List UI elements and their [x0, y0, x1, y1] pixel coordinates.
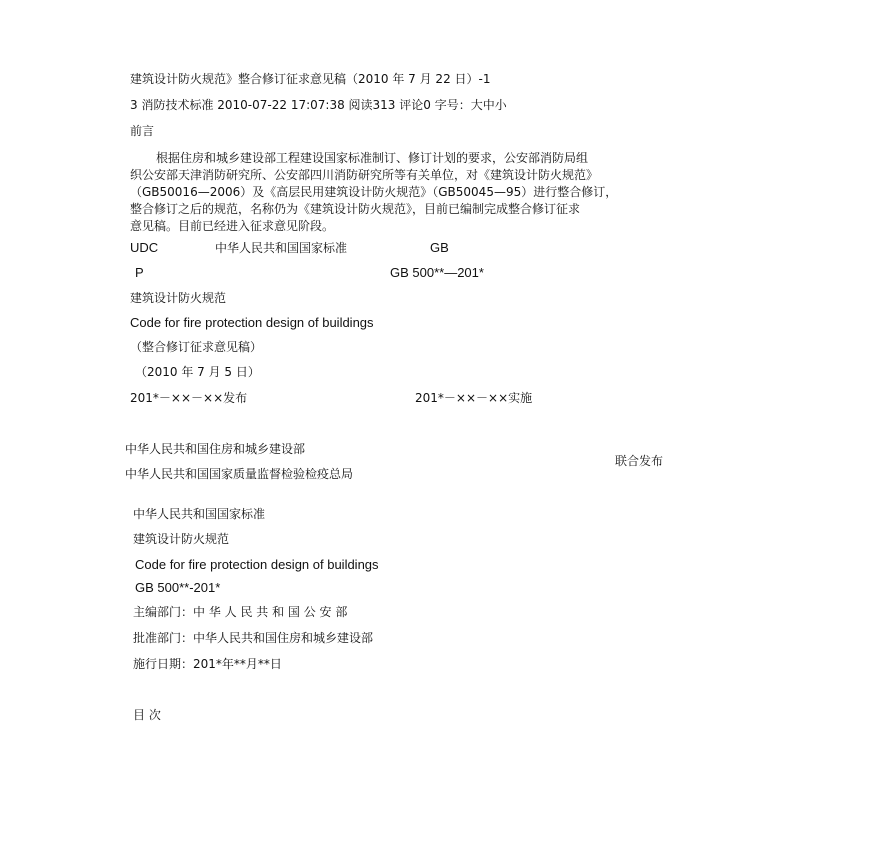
issuer-quality-bureau: 中华人民共和国国家质量监督检验检疫总局	[125, 467, 354, 481]
cn-title: 建筑设计防火规范	[130, 291, 227, 305]
publish-date: 201*－××－××发布	[130, 391, 248, 405]
draft-note: （整合修订征求意见稿）	[130, 340, 263, 354]
cover2-approver: 批准部门：中华人民共和国住房和城乡建设部	[133, 631, 374, 645]
doc-title: 建筑设计防火规范》整合修订征求意见稿（2010 年 7 月 22 日）-1	[130, 72, 491, 86]
preface-line: 根据住房和城乡建设部工程建设国家标准制订、修订计划的要求，公安部消防局组	[156, 151, 589, 165]
national-standard-label: 中华人民共和国国家标准	[215, 241, 348, 255]
preface-line: 意见稿。目前已经进入征求意见阶段。	[130, 219, 335, 233]
cover2-en-title: Code for fire protection design of buildings	[135, 557, 379, 572]
gb-number: GB 500**—201*	[390, 265, 484, 280]
udc-label: UDC	[130, 240, 159, 255]
en-title: Code for fire protection design of buildings	[130, 315, 374, 330]
preface-line: 整合修订之后的规范，名称仍为《建筑设计防火规范》，目前已编制完成整合修订征求	[130, 202, 581, 216]
preface-line: （GB50016—2006）及《高层民用建筑设计防火规范》（GB50045—95）进行整合修订，	[130, 185, 618, 199]
joint-issue-label: 联合发布	[615, 454, 664, 468]
cover2-national-standard: 中华人民共和国国家标准	[133, 507, 266, 521]
cover2-cn-title: 建筑设计防火规范	[133, 532, 230, 546]
issuer-housing-ministry: 中华人民共和国住房和城乡建设部	[125, 442, 306, 456]
draft-date: （2010 年 7 月 5 日）	[135, 365, 260, 379]
preface-line: 织公安部天津消防研究所、公安部四川消防研究所等有关单位，对《建筑设计防火规范》	[130, 168, 599, 182]
implement-date: 201*－××－××实施	[415, 391, 533, 405]
toc-heading: 目 次	[133, 708, 161, 722]
gb-label: GB	[430, 240, 449, 255]
preface-paragraph	[130, 150, 746, 235]
doc-meta: 3 消防技术标准 2010-07-22 17:07:38 阅读313 评论0 字号：大中小	[130, 98, 507, 112]
p-label: P	[135, 265, 144, 280]
cover2-gb-number: GB 500**-201*	[135, 580, 221, 595]
cover2-effective: 施行日期：201*年**月**日	[133, 657, 282, 671]
cover2-editor: 主编部门：中 华 人 民 共 和 国 公 安 部	[133, 605, 348, 619]
preface-heading: 前言	[130, 124, 155, 138]
